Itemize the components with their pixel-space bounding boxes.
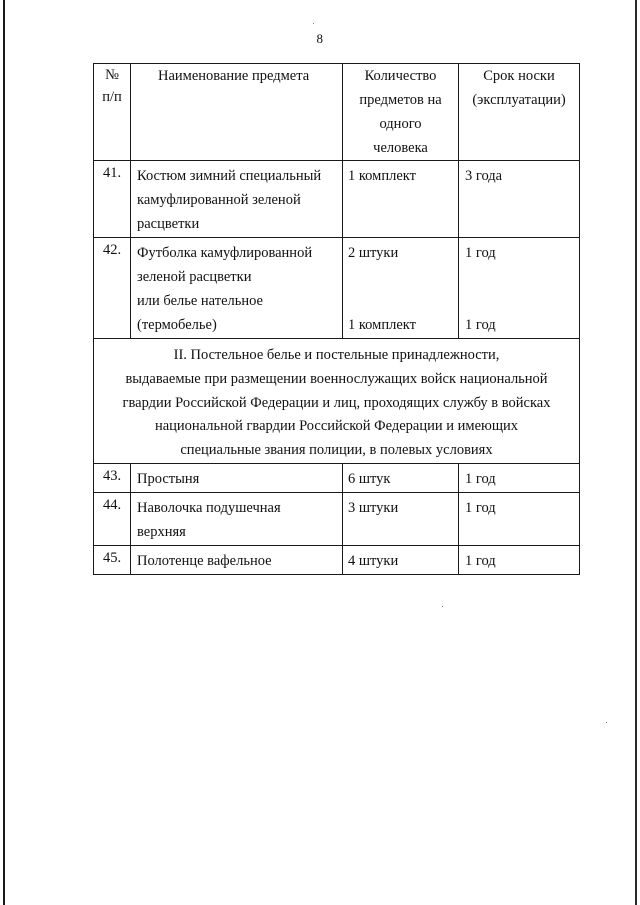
header-quantity-line: предметов на bbox=[359, 92, 442, 108]
item-name-line: Костюм зимний специальный bbox=[137, 168, 322, 184]
item-quantity: 2 штуки bbox=[348, 245, 399, 261]
scan-edge-left bbox=[3, 0, 5, 905]
table-row bbox=[94, 238, 580, 339]
item-name-line: (термобелье) bbox=[137, 317, 217, 333]
item-name-line: Полотенце вафельное bbox=[137, 552, 272, 569]
item-quantity: 3 штуки bbox=[343, 492, 459, 545]
header-cell-term bbox=[459, 64, 580, 161]
item-name-line: верхняя bbox=[137, 523, 186, 540]
item-term-alt: 1 год bbox=[465, 317, 496, 333]
header-number-line: № bbox=[105, 67, 119, 83]
header-cell-number bbox=[94, 64, 131, 161]
item-name-cell bbox=[131, 238, 343, 339]
row-number: 41. bbox=[94, 161, 131, 238]
item-term: 3 года bbox=[459, 161, 580, 238]
header-name-text: Наименование предмета bbox=[158, 68, 310, 84]
table-row bbox=[94, 492, 580, 545]
section-heading-line: выдаваемые при размещении военнослужащих войск национальной bbox=[125, 370, 548, 387]
item-quantity-cell bbox=[343, 238, 459, 339]
item-name-cell bbox=[131, 161, 343, 238]
item-term: 1 год bbox=[459, 492, 580, 545]
header-term-line: (эксплуатации) bbox=[472, 92, 566, 108]
item-quantity-alt: 1 комплект bbox=[348, 317, 416, 333]
item-name-cell bbox=[131, 545, 343, 574]
item-name-line: или белье нательное bbox=[137, 293, 263, 309]
header-quantity-line: человека bbox=[373, 140, 428, 156]
item-term-cell bbox=[459, 238, 580, 339]
item-quantity: 1 комплект bbox=[343, 161, 459, 238]
page-number: 8 bbox=[316, 31, 324, 46]
table-row bbox=[94, 463, 580, 492]
header-quantity-line: Количество bbox=[364, 68, 437, 84]
item-quantity: 6 штук bbox=[343, 463, 459, 492]
header-term-line: Срок носки bbox=[483, 68, 555, 84]
item-name-line: Простыня bbox=[137, 470, 200, 487]
item-name-cell bbox=[131, 463, 343, 492]
item-name-line: камуфлированной зеленой bbox=[137, 192, 301, 208]
row-number: 44. bbox=[94, 492, 131, 545]
scan-speck bbox=[442, 606, 443, 607]
item-name-line: зеленой расцветки bbox=[137, 269, 252, 285]
table-row bbox=[94, 545, 580, 574]
section-heading-line: гвардии Российской Федерации и лиц, проходящих службу в войсках bbox=[122, 394, 551, 411]
item-term: 1 год bbox=[459, 545, 580, 574]
scan-speck bbox=[606, 722, 607, 723]
row-number: 43. bbox=[94, 463, 131, 492]
item-term: 1 год bbox=[459, 463, 580, 492]
scan-edge-right bbox=[635, 0, 637, 905]
table-row bbox=[94, 161, 580, 238]
table-header-row bbox=[94, 64, 580, 161]
section-heading-line: специальные звания полиции, в полевых условиях bbox=[180, 442, 493, 459]
item-name-cell bbox=[131, 492, 343, 545]
item-quantity: 4 штуки bbox=[343, 545, 459, 574]
scan-speck bbox=[313, 23, 314, 24]
section-heading-row bbox=[94, 339, 580, 464]
header-cell-name bbox=[131, 64, 343, 161]
row-number: 45. bbox=[94, 545, 131, 574]
row-number: 42. bbox=[94, 238, 131, 339]
section-heading-line: II. Постельное белье и постельные принадлежности, bbox=[173, 347, 500, 363]
item-term: 1 год bbox=[465, 245, 496, 261]
header-quantity-line: одного bbox=[379, 116, 422, 132]
section-heading-line: национальной гвардии Российской Федерации и имеющих bbox=[154, 418, 519, 435]
item-name-line: Футболка камуфлированной bbox=[137, 245, 313, 261]
item-name-line: расцветки bbox=[137, 216, 200, 232]
header-number-line: п/п bbox=[102, 89, 122, 105]
items-table bbox=[93, 63, 580, 575]
section-heading bbox=[94, 339, 580, 464]
header-cell-quantity bbox=[343, 64, 459, 161]
item-name-line: Наволочка подушечная bbox=[137, 499, 281, 516]
